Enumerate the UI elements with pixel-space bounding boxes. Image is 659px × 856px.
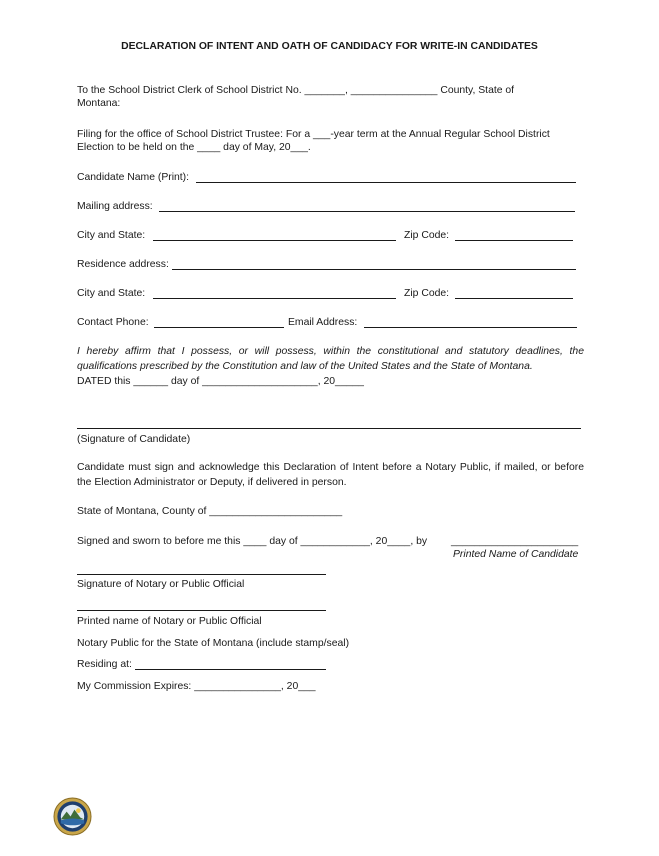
mailing-city-state-field[interactable]: [153, 240, 396, 241]
addressee-county-text: County, State of: [440, 85, 515, 96]
email-address-field[interactable]: [364, 327, 577, 328]
addressee-county-blank[interactable]: _______________: [350, 85, 438, 96]
residence-city-state-label: City and State:: [77, 288, 146, 299]
residing-at-label: Residing at:: [77, 659, 132, 670]
notary-public-state-line: Notary Public for the State of Montana (include stamp/seal): [77, 638, 350, 649]
notary-printed-name-label: Printed name of Notary or Public Official: [77, 616, 262, 627]
residence-zip-field[interactable]: [455, 298, 573, 299]
mailing-address-label: Mailing address:: [77, 201, 153, 212]
mailing-zip-label: Zip Code:: [404, 230, 450, 241]
form-title: DECLARATION OF INTENT AND OATH OF CANDIDACY FOR WRITE-IN CANDIDATES: [121, 41, 538, 52]
montana-state-seal-icon: [53, 797, 92, 836]
mailing-address-field[interactable]: [159, 211, 575, 212]
commission-expires-line: My Commission Expires: _______________, 20___: [77, 681, 316, 692]
addressee-line-1: [77, 84, 514, 97]
signed-sworn-line: [77, 535, 427, 548]
addressee-district-text: To the School District Clerk of School District No. _______,: [77, 85, 348, 96]
candidate-printed-name-blank[interactable]: ______________________: [451, 536, 579, 547]
candidate-name-label: Candidate Name (Print):: [77, 172, 190, 183]
mailing-zip-field[interactable]: [455, 240, 573, 241]
dated-line: DATED this ______ day of ____________________, 20_____: [77, 376, 364, 387]
contact-phone-label: Contact Phone:: [77, 317, 149, 328]
filing-line-2: Election to be held on the ____ day of May, 20___.: [77, 142, 311, 153]
residence-zip-label: Zip Code:: [404, 288, 450, 299]
signed-sworn-text: Signed and sworn to before me this ____ day of ____________, 20____, by: [77, 536, 428, 547]
contact-phone-field[interactable]: [154, 327, 284, 328]
notary-printed-name-field[interactable]: [77, 610, 326, 611]
notary-instructions: Candidate must sign and acknowledge this Declaration of Intent before a Notary Public, if mailed, or before the Election Administrator or Deputy, if delivered in person.: [77, 462, 584, 488]
addressee-line-2: Montana:: [77, 98, 121, 109]
notary-signature-label: Signature of Notary or Public Official: [77, 579, 245, 590]
affirmation-text: I hereby affirm that I possess, or will possess, within the constitutional and statutory deadlines, the qualifications prescribed by the Constitution and law of the United States and the State of Montana.: [77, 346, 584, 372]
candidate-signature-field[interactable]: [77, 428, 581, 429]
candidate-name-field[interactable]: [196, 182, 576, 183]
candidate-signature-label: (Signature of Candidate): [77, 434, 191, 445]
state-county-line: State of Montana, County of _______________________: [77, 506, 343, 517]
printed-name-candidate-caption: Printed Name of Candidate: [453, 549, 579, 560]
residence-city-state-field[interactable]: [153, 298, 396, 299]
residence-address-label: Residence address:: [77, 259, 169, 270]
filing-line-1: Filing for the office of School District Trustee: For a ___-year term at the Annual Regular School District: [77, 129, 550, 140]
notary-signature-field[interactable]: [77, 574, 326, 575]
email-address-label: Email Address:: [288, 317, 358, 328]
mailing-city-state-label: City and State:: [77, 230, 146, 241]
residing-at-field[interactable]: [135, 669, 326, 670]
residence-address-field[interactable]: [172, 269, 576, 270]
